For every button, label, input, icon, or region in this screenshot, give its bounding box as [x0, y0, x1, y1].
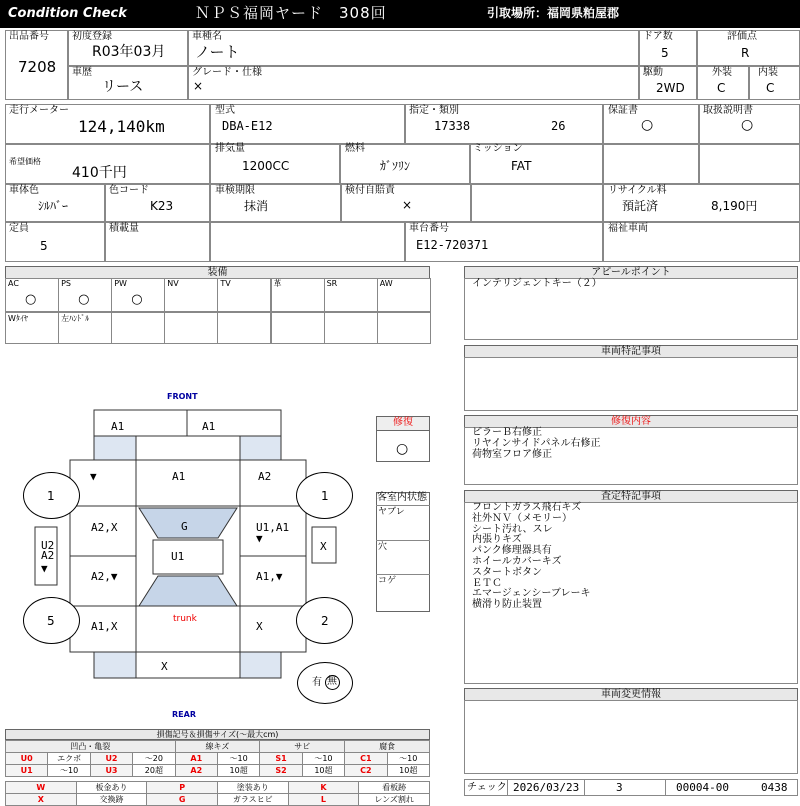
- doors-label: ドア数: [643, 31, 673, 42]
- interior: C: [766, 81, 775, 95]
- inspect-title: 査定特記事項: [464, 490, 798, 503]
- equipment-label: AC: [8, 279, 19, 288]
- mileage: 124,140km: [78, 117, 165, 136]
- legend-desc: ～10: [217, 753, 259, 765]
- pickup-location: 引取場所：福岡県粕屋郡: [487, 6, 620, 20]
- repair-line: リヤインサイドパネル右修正: [472, 438, 601, 449]
- mark-left-front-door: A2,X: [91, 521, 118, 534]
- price: 410千円: [72, 165, 127, 181]
- doors: 5: [661, 46, 669, 60]
- equipment-label: SR: [326, 279, 338, 288]
- chassis-label: 車台番号: [409, 223, 449, 234]
- equipment-title: 装備: [5, 266, 430, 279]
- tire-front-right-mark: 1: [321, 489, 329, 503]
- displacement-label: 排気量: [215, 143, 245, 154]
- car-name: ノート: [195, 43, 240, 61]
- mark-left-rear-door: A2,▼: [91, 570, 118, 583]
- legend-desc: 看板跡: [359, 782, 430, 794]
- repair-line: 荷物室フロア修正: [472, 449, 552, 460]
- chassis: E12-720371: [416, 238, 489, 252]
- equipment-label: PW: [114, 279, 127, 288]
- rear-label: REAR: [172, 710, 196, 719]
- appeal-text: インテリジェントキー（２）: [472, 278, 602, 289]
- model-label: 型式: [215, 105, 235, 116]
- cabin-title: 客室内状態: [377, 492, 427, 503]
- inspect-line: ＥＴＣ: [472, 577, 502, 589]
- capacity-label: 定員: [9, 223, 29, 234]
- spare-label: 有: [312, 677, 322, 688]
- mark-right-front-door-2: ▼: [256, 532, 263, 545]
- legend-group-1: 凹凸・亀裂: [6, 741, 176, 753]
- legend-code: L: [288, 794, 359, 806]
- legend-code: G: [147, 794, 218, 806]
- first-reg: R03年03月: [92, 44, 166, 60]
- drive-label: 駆動: [643, 67, 663, 78]
- inspect-line: 横滑り防止装置: [472, 599, 542, 611]
- lot-number: 7208: [18, 58, 57, 76]
- mark-right-pillar: X: [320, 540, 327, 553]
- repair-title: 修復内容: [464, 415, 798, 428]
- rating-label: 評価点: [727, 31, 757, 42]
- fuel: ｶﾞｿﾘﾝ: [380, 159, 411, 173]
- equipment-label: PS: [61, 279, 71, 288]
- insurance: ×: [402, 198, 413, 212]
- rating: R: [741, 46, 750, 60]
- drive: 2WD: [656, 81, 685, 95]
- legend-desc: 交換跡: [76, 794, 147, 806]
- legend-desc: 板金あり: [76, 782, 147, 794]
- legend-group-4: 腐食: [345, 741, 430, 753]
- history: リース: [102, 79, 144, 95]
- equipment-label: AW: [379, 279, 393, 288]
- load-label: 積載量: [109, 223, 139, 234]
- repair-flag: ○: [396, 441, 409, 457]
- displacement: 1200CC: [242, 159, 290, 173]
- grade-label: グレード・仕様: [192, 67, 262, 78]
- inspect-line: シート汚れ、スレ: [472, 523, 553, 535]
- footer-num: 3: [616, 781, 623, 794]
- legend-group-2: 線キズ: [175, 741, 260, 753]
- inspect-line: エマージェンシーブレーキ: [472, 588, 591, 600]
- legend-code: K: [288, 782, 359, 794]
- cabin-koge: コゲ: [378, 576, 397, 586]
- mark-left-side-u2: U2 A2: [41, 539, 55, 562]
- legend-desc: レンズ割れ: [359, 794, 430, 806]
- legend-code: A1: [175, 753, 217, 765]
- legend-group-3: サビ: [260, 741, 345, 753]
- manual-label: 取扱説明書: [703, 105, 753, 116]
- special-title: 車両特記事項: [464, 345, 798, 358]
- legend-desc: エクボ: [48, 753, 90, 765]
- inspect-line: 内張りキズ: [472, 534, 522, 546]
- designation-label: 指定・類別: [409, 105, 459, 116]
- welfare-label: 福祉車両: [608, 223, 648, 234]
- equipment-value: ○: [25, 292, 37, 307]
- legend-desc: 塗装あり: [217, 782, 288, 794]
- equipment-label: TV: [220, 279, 231, 288]
- legend-desc: 20超: [133, 765, 175, 777]
- color-code-label: 色コード: [109, 185, 149, 196]
- legend-code: U2: [90, 753, 132, 765]
- mark-bumper-left: A1: [111, 420, 125, 433]
- exterior-label: 外装: [712, 67, 732, 78]
- mark-front-left-fender: ▼: [90, 470, 97, 483]
- cabin-yabure: ヤブレ: [378, 507, 405, 517]
- inspection-label: 車検期限: [215, 185, 255, 196]
- tire-front-left-mark: 1: [47, 489, 55, 503]
- equipment-label: Wﾀｲﾔ: [8, 314, 28, 323]
- mark-right-rear-door: A1,▼: [256, 570, 283, 583]
- mark-roof: U1: [171, 550, 185, 563]
- tire-rear-left-mark: 5: [47, 614, 55, 628]
- equipment-label: NV: [167, 279, 179, 288]
- insurance-label: 検付自賠責: [345, 185, 395, 196]
- equipment-value: ○: [78, 292, 90, 307]
- legend-code: U3: [90, 765, 132, 777]
- trunk-label: trunk: [173, 614, 197, 624]
- warranty: ○: [641, 117, 654, 133]
- price-label: 希望価格: [9, 157, 41, 166]
- tire-rear-right-mark: 2: [321, 614, 329, 628]
- color-label: 車体色: [9, 185, 39, 196]
- mark-bumper-right: A1: [202, 420, 216, 433]
- color-code: K23: [150, 199, 174, 213]
- grade: ×: [193, 79, 204, 93]
- inspect-line: パンク修理器具有: [472, 545, 552, 557]
- category: 26: [551, 119, 566, 133]
- recycle-status: 預託済: [622, 199, 659, 213]
- footer-id: 0438: [761, 781, 788, 794]
- change-title: 車両変更情報: [464, 688, 798, 701]
- check-label: チェック: [467, 782, 507, 793]
- manual: ○: [741, 117, 754, 133]
- equipment-value: ○: [131, 292, 143, 307]
- repair-line: ピラーＢ右修正: [472, 427, 542, 438]
- equipment-label: 革: [273, 279, 282, 288]
- brand-label: Condition Check: [8, 6, 127, 21]
- equipment-label: 左ﾊﾝﾄﾞﾙ: [61, 314, 90, 323]
- designation: 17338: [434, 119, 471, 133]
- legend-code: C2: [345, 765, 387, 777]
- mission-label: ミッション: [473, 143, 523, 154]
- history-label: 車歴: [72, 67, 92, 78]
- inspect-line: スタートボタン: [472, 566, 542, 578]
- front-label: FRONT: [167, 392, 198, 401]
- mark-right-front-door: U1,A1: [256, 521, 290, 534]
- exterior: C: [717, 81, 726, 95]
- legend-desc: 10超: [217, 765, 259, 777]
- lot-label: 出品番号: [9, 31, 49, 42]
- inspection: 抹消: [244, 199, 269, 213]
- mark-right-quarter: X: [256, 620, 263, 633]
- inspect-line: 社外ＮＶ（メモリー）: [472, 512, 572, 524]
- legend-desc: ～20: [133, 753, 175, 765]
- mark-left-side-tri: ▼: [41, 562, 48, 575]
- legend-code: P: [147, 782, 218, 794]
- mark-windshield: G: [181, 520, 188, 533]
- legend-desc: ～10: [387, 753, 429, 765]
- legend-desc: ガラスヒビ: [217, 794, 288, 806]
- mark-hood: A1: [172, 470, 186, 483]
- appeal-title: アピールポイント: [464, 266, 798, 279]
- recycle-fee: 8,190円: [711, 199, 758, 213]
- legend-code: S2: [260, 765, 302, 777]
- cabin-ana: 穴: [378, 542, 388, 552]
- legend-table: [5, 740, 430, 806]
- legend-desc: 10超: [302, 765, 344, 777]
- legend-code: S1: [260, 753, 302, 765]
- recycle-label: リサイクル料: [608, 185, 667, 196]
- interior-label: 内装: [758, 67, 778, 78]
- mark-left-quarter: A1,X: [91, 620, 118, 633]
- legend-code: U0: [6, 753, 48, 765]
- fuel-label: 燃料: [345, 143, 365, 154]
- mission: FAT: [511, 159, 532, 173]
- spare-mark: 無: [327, 676, 337, 687]
- inspect-line: フロントガラス飛石キズ: [472, 502, 582, 513]
- legend-code: C1: [345, 753, 387, 765]
- first-reg-label: 初度登録: [72, 31, 112, 42]
- legend-desc: ～10: [302, 753, 344, 765]
- mark-rear-bumper: X: [161, 660, 168, 673]
- capacity: 5: [40, 239, 48, 253]
- legend-desc: ～10: [48, 765, 90, 777]
- legend-code: W: [6, 782, 77, 794]
- legend-code: U1: [6, 765, 48, 777]
- repair-flag-label: 修復: [376, 416, 430, 431]
- mark-front-right-fender: A2: [258, 470, 272, 483]
- footer-date: 2026/03/23: [513, 781, 580, 794]
- warranty-label: 保証書: [608, 105, 638, 116]
- model: DBA-E12: [222, 119, 273, 133]
- legend-desc: 10超: [387, 765, 429, 777]
- legend-title: 損傷記号＆損傷サイズ(～最大cm): [5, 729, 430, 740]
- legend-code: A2: [175, 765, 217, 777]
- car-name-label: 車種名: [192, 31, 222, 42]
- mileage-label: 走行メーター: [9, 105, 69, 116]
- legend-code: X: [6, 794, 77, 806]
- page-title: ＮＰＳ福岡ヤード 308回: [195, 4, 387, 22]
- color: ｼﾙﾊﾞｰ: [38, 199, 69, 213]
- inspect-line: ホイールカバーキズ: [472, 556, 562, 567]
- footer-code: 00004-00: [676, 781, 729, 794]
